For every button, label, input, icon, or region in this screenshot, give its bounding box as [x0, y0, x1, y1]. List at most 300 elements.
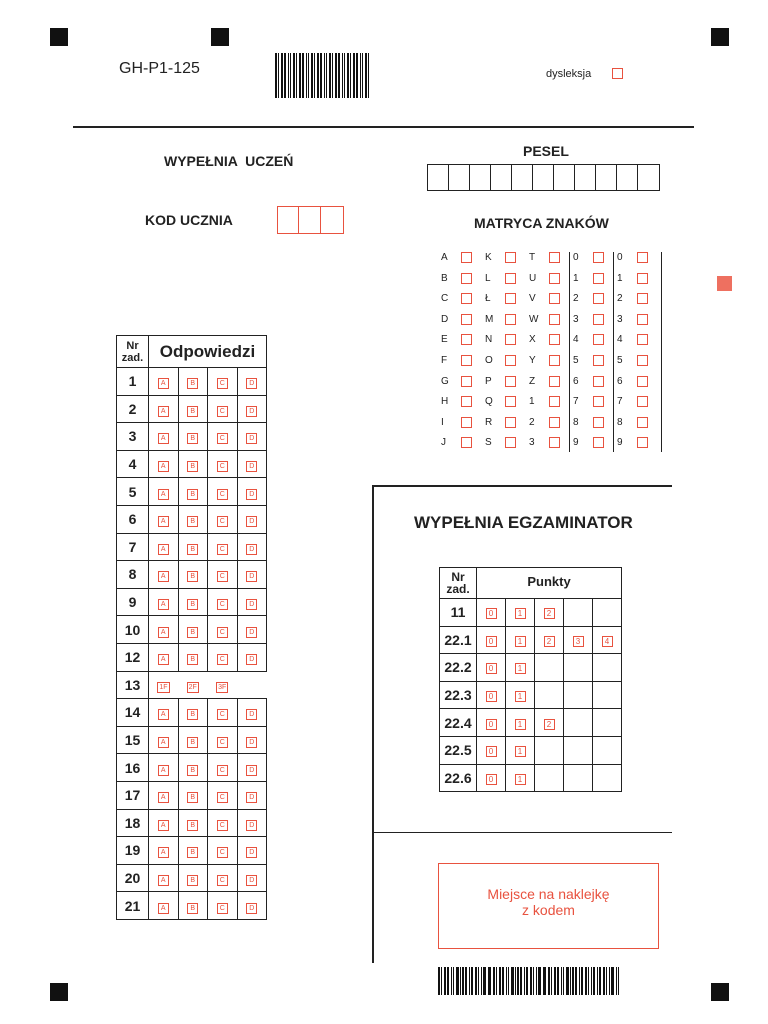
examiner-point-box[interactable]: 1 — [515, 636, 526, 647]
answer-row — [117, 395, 267, 423]
matrix-cell[interactable] — [617, 332, 667, 350]
matrix-cell[interactable] — [485, 271, 535, 289]
matrix-checkbox[interactable] — [593, 293, 604, 304]
examiner-point-box[interactable]: 0 — [486, 691, 497, 702]
examiner-point-box[interactable]: 2 — [544, 608, 555, 619]
matrix-checkbox[interactable] — [461, 314, 472, 325]
matrix-cell[interactable] — [485, 353, 535, 371]
answer-option-box[interactable]: C — [217, 765, 228, 776]
barcode-bar — [593, 967, 595, 995]
answer-number: 18 — [117, 809, 149, 837]
answer-option-box[interactable]: C — [217, 875, 228, 886]
barcode-bar — [581, 967, 583, 995]
matrix-checkbox[interactable] — [637, 273, 648, 284]
barcode-bar — [444, 967, 446, 995]
matrix-checkbox[interactable] — [549, 417, 560, 428]
answer-row — [117, 699, 267, 727]
matrix-checkbox[interactable] — [549, 355, 560, 366]
barcode-bar — [515, 967, 516, 995]
answer-option-box[interactable]: B — [187, 378, 198, 389]
matrix-checkbox[interactable] — [637, 314, 648, 325]
examiner-points-cell — [535, 681, 564, 709]
answer-option-box[interactable]: B — [187, 433, 198, 444]
matrix-checkbox[interactable] — [549, 273, 560, 284]
pesel-digit-box[interactable] — [638, 165, 659, 190]
answer-option-box[interactable]: B — [187, 875, 198, 886]
matrix-checkbox[interactable] — [461, 334, 472, 345]
matrix-checkbox[interactable] — [593, 376, 604, 387]
answer-option-cell — [149, 671, 179, 699]
matrix-cell[interactable] — [529, 435, 579, 453]
answer-option-cell — [208, 726, 238, 754]
barcode-bar — [469, 967, 470, 995]
matrix-checkbox[interactable] — [505, 273, 516, 284]
answer-option-box[interactable]: B — [187, 903, 198, 914]
matrix-cell[interactable] — [573, 332, 623, 350]
barcode-bar — [543, 967, 544, 995]
matrix-cell[interactable] — [485, 374, 535, 392]
matrix-cell[interactable] — [573, 291, 623, 309]
matrix-cell[interactable] — [441, 415, 491, 433]
matrix-checkbox[interactable] — [505, 417, 516, 428]
answer-option-box[interactable]: B — [187, 847, 198, 858]
matrix-checkbox[interactable] — [549, 396, 560, 407]
student-code-boxes[interactable] — [277, 206, 344, 234]
answer-option-box[interactable]: B — [187, 654, 198, 665]
pesel-digit-box[interactable] — [554, 165, 575, 190]
matrix-cell[interactable] — [441, 394, 491, 412]
examiner-frame-top — [372, 485, 672, 487]
matrix-cell[interactable] — [573, 374, 623, 392]
barcode-bar — [502, 967, 504, 995]
sticker-line-2: z kodem — [522, 902, 575, 918]
answer-option-box[interactable]: B — [187, 571, 198, 582]
answer-option-box[interactable]: B — [187, 599, 198, 610]
answer-option-cell — [208, 423, 238, 451]
pesel-digit-box[interactable] — [596, 165, 617, 190]
examiner-point-box[interactable]: 3 — [573, 636, 584, 647]
examiner-point-box[interactable]: 1 — [515, 774, 526, 785]
answer-option-box[interactable]: D — [246, 406, 257, 417]
examiner-points-cell — [506, 709, 535, 737]
answer-option-box[interactable]: A — [158, 489, 169, 500]
matrix-cell[interactable] — [617, 394, 667, 412]
examiner-point-box[interactable]: 1 — [515, 719, 526, 730]
answer-option-box[interactable]: B — [187, 792, 198, 803]
answer-option-box[interactable]: C — [217, 792, 228, 803]
matrix-char: 3 — [529, 437, 535, 449]
matrix-cell[interactable] — [529, 312, 579, 330]
answer-option-box[interactable]: A — [158, 433, 169, 444]
matrix-checkbox[interactable] — [637, 376, 648, 387]
examiner-points-cell — [477, 599, 506, 627]
pesel-digit-box[interactable] — [491, 165, 512, 190]
matrix-checkbox[interactable] — [461, 355, 472, 366]
barcode-bar — [299, 53, 301, 98]
barcode-bar — [511, 967, 513, 995]
answer-option-box[interactable]: B — [187, 820, 198, 831]
barcode-bar — [616, 967, 617, 995]
examiner-row — [440, 626, 622, 654]
answer-row — [117, 809, 267, 837]
matrix-checkbox[interactable] — [461, 376, 472, 387]
answer-option-box[interactable]: C — [217, 847, 228, 858]
matrix-checkbox[interactable] — [593, 417, 604, 428]
matrix-checkbox[interactable] — [505, 396, 516, 407]
matrix-checkbox[interactable] — [637, 252, 648, 263]
answer-option-cell — [237, 561, 267, 589]
barcode-bar — [506, 967, 507, 995]
matrix-cell[interactable] — [617, 415, 667, 433]
matrix-cell[interactable] — [529, 394, 579, 412]
answer-option-cell — [149, 864, 179, 892]
matrix-char: A — [441, 252, 448, 263]
answer-option-box[interactable]: D — [246, 820, 257, 831]
matrix-cell[interactable] — [485, 332, 535, 350]
answer-option-box[interactable]: B — [187, 489, 198, 500]
answer-option-box[interactable]: C — [217, 378, 228, 389]
examiner-points-cell — [506, 764, 535, 792]
answer-option-box[interactable]: C — [217, 820, 228, 831]
answer-option-box[interactable]: D — [246, 654, 257, 665]
barcode-bar — [441, 967, 442, 995]
barcode-bar — [618, 967, 620, 995]
examiner-points-cell — [477, 626, 506, 654]
matrix-checkbox[interactable] — [593, 273, 604, 284]
matrix-char: T — [529, 252, 536, 263]
matrix-checkbox[interactable] — [549, 376, 560, 387]
answer-option-box[interactable]: A — [158, 516, 169, 527]
matrix-checkbox[interactable] — [549, 314, 560, 325]
registration-mark-top-center — [211, 28, 229, 46]
answer-option-box[interactable]: D — [246, 709, 257, 720]
answer-option-cell — [208, 809, 238, 837]
examiner-point-box[interactable]: 0 — [486, 774, 497, 785]
matrix-cell[interactable] — [441, 332, 491, 350]
answer-option-box[interactable]: B — [187, 544, 198, 555]
barcode-bar — [609, 967, 611, 995]
answer-option-box[interactable]: C — [217, 489, 228, 500]
answer-option-box[interactable]: D — [246, 571, 257, 582]
dyslexia-checkbox[interactable] — [612, 68, 623, 79]
answer-option-box[interactable]: C — [217, 599, 228, 610]
pesel-digit-box[interactable] — [533, 165, 554, 190]
answer-option-box[interactable]: B — [187, 765, 198, 776]
answer-option-box[interactable]: 3F — [218, 683, 227, 691]
answer-option-cell — [149, 450, 179, 478]
matrix-checkbox[interactable] — [461, 396, 472, 407]
answer-option-box[interactable]: A — [158, 792, 169, 803]
answer-number: 10 — [117, 616, 149, 644]
matrix-cell[interactable] — [441, 353, 491, 371]
matrix-checkbox[interactable] — [461, 417, 472, 428]
matrix-cell[interactable] — [441, 374, 491, 392]
answer-option-box[interactable]: C — [217, 461, 228, 472]
matrix-char: 5 — [617, 355, 623, 366]
pesel-digit-box[interactable] — [575, 165, 596, 190]
matrix-cell[interactable] — [441, 291, 491, 309]
answer-number: 19 — [117, 837, 149, 865]
answer-option-box[interactable]: B — [187, 406, 198, 417]
barcode-bar — [362, 53, 364, 98]
matrix-cell[interactable] — [529, 291, 579, 309]
examiner-point-box[interactable]: 0 — [486, 746, 497, 757]
matrix-cell[interactable] — [485, 415, 535, 433]
answer-option-cell — [237, 754, 267, 782]
matrix-cell[interactable] — [617, 291, 667, 309]
examiner-point-box[interactable]: 2 — [544, 719, 555, 730]
answer-option-box[interactable]: 2F — [188, 683, 197, 691]
matrix-cell[interactable] — [485, 312, 535, 330]
answer-option-box[interactable]: B — [187, 737, 198, 748]
matrix-checkbox[interactable] — [637, 417, 648, 428]
matrix-cell[interactable] — [617, 250, 667, 268]
examiner-point-box[interactable]: 1 — [515, 663, 526, 674]
examiner-task-number: 22.1 — [440, 626, 477, 654]
matrix-checkbox[interactable] — [549, 437, 560, 448]
answer-option-box[interactable]: A — [158, 737, 169, 748]
matrix-cell[interactable] — [573, 312, 623, 330]
barcode-bar — [447, 967, 449, 995]
matrix-char: Y — [529, 355, 536, 366]
answer-option-cell — [237, 699, 267, 727]
barcode-bar — [551, 967, 552, 995]
matrix-cell[interactable] — [529, 271, 579, 289]
examiner-point-box[interactable]: 2 — [544, 636, 555, 647]
matrix-checkbox[interactable] — [637, 437, 648, 448]
answer-option-box[interactable]: A — [158, 820, 169, 831]
answer-option-box[interactable]: A — [158, 627, 169, 638]
examiner-point-box[interactable]: 1 — [515, 691, 526, 702]
examiner-point-box[interactable]: 1 — [515, 746, 526, 757]
matrix-char: 3 — [617, 313, 623, 325]
examiner-point-box[interactable]: 0 — [486, 719, 497, 730]
answer-option-box[interactable]: D — [246, 599, 257, 610]
matrix-cell[interactable] — [441, 435, 491, 453]
matrix-checkbox[interactable] — [505, 314, 516, 325]
answer-option-box[interactable]: D — [246, 378, 257, 389]
matrix-checkbox[interactable] — [593, 437, 604, 448]
matrix-checkbox[interactable] — [593, 314, 604, 325]
answer-option-box[interactable]: B — [187, 709, 198, 720]
matrix-checkbox[interactable] — [461, 273, 472, 284]
matrix-cell[interactable] — [485, 250, 535, 268]
answer-option-box[interactable]: A — [158, 461, 169, 472]
examiner-frame-divider — [372, 832, 672, 833]
answer-option-box[interactable]: D — [246, 847, 257, 858]
barcode-bar — [451, 967, 452, 995]
answer-option-box[interactable]: A — [158, 378, 169, 389]
matrix-cell[interactable] — [485, 291, 535, 309]
examiner-row — [440, 736, 622, 764]
barcode-bar — [488, 967, 489, 995]
matrix-cell[interactable] — [441, 312, 494, 330]
answer-option-box[interactable]: C — [217, 903, 228, 914]
pesel-digit-box[interactable] — [470, 165, 491, 190]
answer-option-box[interactable]: C — [217, 516, 228, 527]
matrix-checkbox[interactable] — [549, 252, 560, 263]
barcode-bar — [603, 967, 605, 995]
answer-option-cell — [208, 368, 238, 396]
barcode-bar — [365, 53, 367, 98]
answer-option-box[interactable]: D — [246, 627, 257, 638]
matrix-checkbox[interactable] — [549, 293, 560, 304]
answer-option-box[interactable]: A — [158, 765, 169, 776]
matrix-cell[interactable] — [441, 271, 491, 289]
matrix-checkbox[interactable] — [505, 252, 516, 263]
answer-option-box[interactable]: 1F — [159, 683, 168, 691]
answer-number: 20 — [117, 864, 149, 892]
matrix-cell[interactable] — [529, 374, 579, 392]
answer-option-box[interactable]: B — [187, 516, 198, 527]
matrix-checkbox[interactable] — [505, 437, 516, 448]
matrix-char: B — [441, 272, 448, 284]
matrix-char: 7 — [617, 396, 623, 408]
answer-option-cell — [178, 450, 208, 478]
matrix-cell[interactable] — [485, 394, 535, 412]
pesel-digit-box[interactable] — [512, 165, 533, 190]
answer-option-box[interactable]: B — [187, 627, 198, 638]
answer-option-box[interactable]: C — [217, 406, 228, 417]
matrix-cell[interactable] — [617, 353, 667, 371]
answer-option-box[interactable]: A — [158, 875, 169, 886]
answer-option-box[interactable]: D — [246, 461, 257, 472]
barcode-bar — [293, 53, 295, 98]
answer-option-box[interactable]: A — [158, 709, 169, 720]
examiner-point-box[interactable]: 1 — [515, 608, 526, 619]
answer-option-box[interactable]: C — [217, 737, 228, 748]
matrix-char: U — [529, 272, 537, 284]
matrix-cell[interactable] — [573, 394, 623, 412]
matrix-cell[interactable] — [529, 415, 579, 433]
matrix-char: M — [485, 313, 494, 325]
answer-option-box[interactable]: A — [158, 406, 169, 417]
matrix-cell[interactable] — [573, 250, 623, 268]
answer-option-box[interactable]: D — [246, 737, 257, 748]
matrix-checkbox[interactable] — [637, 334, 648, 345]
matrix-cell[interactable] — [617, 312, 667, 330]
matrix-cell[interactable] — [573, 415, 623, 433]
matrix-checkbox[interactable] — [505, 334, 516, 345]
answer-option-cell — [149, 505, 179, 533]
matrix-cell[interactable] — [617, 271, 667, 289]
answer-option-cell — [237, 726, 267, 754]
answer-option-box[interactable]: C — [217, 571, 228, 582]
answer-option-box[interactable]: D — [246, 489, 257, 500]
barcode-bar — [599, 967, 601, 995]
barcode-bar — [288, 53, 289, 98]
matrix-checkbox[interactable] — [461, 293, 472, 304]
matrix-cell[interactable] — [573, 353, 623, 371]
answer-option-box[interactable]: A — [158, 571, 169, 582]
matrix-cell[interactable] — [529, 332, 579, 350]
answer-option-box[interactable]: A — [158, 847, 169, 858]
matrix-checkbox[interactable] — [593, 334, 604, 345]
matrix-checkbox[interactable] — [461, 437, 472, 448]
matrix-char: Q — [485, 396, 493, 408]
answer-option-box[interactable]: A — [158, 544, 169, 555]
matrix-char: 2 — [573, 293, 579, 305]
barcode-bar — [548, 967, 550, 995]
examiner-point-box[interactable]: 0 — [486, 636, 497, 647]
answer-option-box[interactable]: B — [187, 461, 198, 472]
barcode-bar — [533, 967, 534, 995]
examiner-task-number: 22.3 — [440, 681, 477, 709]
barcode-bar — [526, 967, 528, 995]
answer-option-box[interactable]: D — [246, 792, 257, 803]
barcode-bar — [471, 967, 473, 995]
barcode-bar — [536, 967, 538, 995]
answer-option-box[interactable]: D — [246, 903, 257, 914]
matrix-checkbox[interactable] — [549, 334, 560, 345]
pesel-boxes[interactable] — [427, 164, 660, 191]
matrix-char: D — [441, 313, 449, 325]
answer-option-box[interactable]: D — [246, 516, 257, 527]
matrix-checkbox[interactable] — [461, 252, 472, 263]
matrix-cell[interactable] — [441, 250, 491, 268]
matrix-checkbox[interactable] — [505, 376, 516, 387]
matrix-checkbox[interactable] — [593, 252, 604, 263]
matrix-cell[interactable] — [617, 374, 667, 392]
answer-option-box[interactable]: D — [246, 875, 257, 886]
barcode-bar — [324, 53, 325, 98]
barcode-bar — [517, 967, 519, 995]
answer-option-box[interactable]: A — [158, 654, 169, 665]
pesel-digit-box[interactable] — [617, 165, 638, 190]
matrix-checkbox[interactable] — [593, 355, 604, 366]
matrix-checkbox[interactable] — [637, 355, 648, 366]
registration-mark-top-left — [50, 28, 68, 46]
answer-option-cell — [178, 671, 208, 699]
matrix-cell[interactable] — [573, 435, 623, 453]
answer-option-box[interactable]: D — [246, 544, 257, 555]
answer-option-box[interactable]: D — [246, 765, 257, 776]
matrix-cell[interactable] — [573, 271, 623, 289]
matrix-cell[interactable] — [529, 250, 579, 268]
matrix-checkbox[interactable] — [505, 293, 516, 304]
matrix-char: Ł — [485, 293, 491, 305]
answer-option-box[interactable]: C — [217, 544, 228, 555]
answer-option-box[interactable]: C — [217, 433, 228, 444]
answer-option-cell — [178, 643, 208, 671]
answer-option-box[interactable]: A — [158, 599, 169, 610]
matrix-cell[interactable] — [529, 353, 579, 371]
barcode-bar — [335, 53, 337, 98]
answer-option-box[interactable]: C — [217, 627, 228, 638]
answer-option-cell — [208, 892, 238, 920]
matrix-cell[interactable] — [485, 435, 535, 453]
barcode-bar — [306, 53, 307, 98]
matrix-checkbox[interactable] — [593, 396, 604, 407]
answer-option-box[interactable]: A — [158, 903, 169, 914]
matrix-checkbox[interactable] — [505, 355, 516, 366]
answer-option-box[interactable]: C — [217, 654, 228, 665]
answer-option-box[interactable]: D — [246, 433, 257, 444]
matrix-checkbox[interactable] — [637, 396, 648, 407]
pesel-digit-box[interactable] — [449, 165, 470, 190]
examiner-point-box[interactable]: 0 — [486, 608, 497, 619]
examiner-points-cell — [593, 681, 622, 709]
examiner-point-box[interactable]: 4 — [602, 636, 613, 647]
answer-number: 2 — [117, 395, 149, 423]
pesel-digit-box[interactable] — [428, 165, 449, 190]
answer-option-cell — [178, 533, 208, 561]
examiner-point-box[interactable]: 0 — [486, 663, 497, 674]
answer-option-box[interactable]: C — [217, 709, 228, 720]
matrix-separator — [569, 252, 570, 452]
matrix-cell[interactable] — [617, 435, 667, 453]
matrix-checkbox[interactable] — [637, 293, 648, 304]
